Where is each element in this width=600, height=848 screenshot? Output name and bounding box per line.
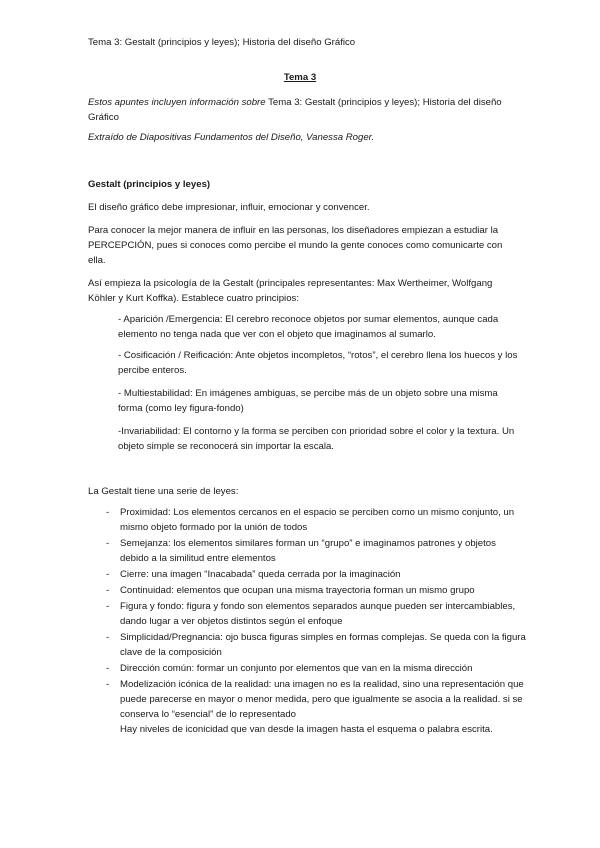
principle-emergencia: - Aparición /Emergencia: El cerebro reconoce objetos por sumar elementos, aunque cada elemento no tenga nada que ver con el objeto que imaginamos al sumarlo.: [118, 314, 499, 340]
list-item: [106, 505, 526, 535]
paragraph-1: El diseño gráfico debe impresionar, influir, emocionar y convencer.: [88, 202, 370, 213]
list-item: [106, 677, 526, 737]
bullet-dash: -: [106, 679, 110, 690]
page-header: Tema 3: Gestalt (principios y leyes); Historia del diseño Gráfico: [88, 37, 356, 48]
list-item: [106, 583, 526, 598]
law-text: Proximidad: Los elementos cercanos en el espacio se perciben como un mismo conjunto, un mismo objeto formado por la unión de todos: [120, 507, 515, 533]
list-item: [106, 661, 526, 676]
laws-list: [106, 505, 526, 738]
paragraph-3: Así empieza la psicología de la Gestalt (principales representantes: Max Wertheimer, Wolfgang Köhler y Kurt Koffka). Establece cuatro principios:: [88, 278, 493, 304]
principle-reificacion: - Cosificación / Reificación: Ante objetos incompletos, “rotos”, el cerebro llena los huecos y los percibe enteros.: [118, 350, 518, 376]
laws-intro: La Gestalt tiene una serie de leyes:: [88, 486, 239, 497]
law-text: Modelización icónica de la realidad: una imagen no es la realidad, sino una representación que puede parecerse en mayor o menor medida, pero que igualmente se asocia a la realidad. si se conserva lo “esencial” de lo representado: [120, 679, 524, 720]
principle-invariabilidad: -Invariabilidad: El contorno y la forma se perciben con prioridad sobre el color y la textura. Un objeto simple se reconocerá sin importar la escala.: [118, 426, 515, 452]
law-text: Semejanza: los elementos similares forman un “grupo” e imaginamos patrones y objetos debido a la similitud entre elementos: [120, 538, 496, 564]
law-text: Dirección común: formar un conjunto por elementos que van en la misma dirección: [120, 663, 473, 674]
bullet-dash: -: [106, 569, 110, 580]
law-text: Cierre: una imagen “Inacabada” queda cerrada por la imaginación: [120, 569, 401, 580]
list-item: [106, 599, 526, 629]
principle-multiestabilidad: - Multiestabilidad: En imágenes ambiguas, se percibe más de un objeto sobre una misma forma (como ley figura-fondo): [118, 388, 498, 414]
bullet-dash: -: [106, 663, 110, 674]
law-extra-text: Hay niveles de iconicidad que van desde la imagen hasta el esquema o palabra escrita.: [120, 724, 493, 735]
intro-normal: Tema 3: Gestalt (principios y leyes); Historia del diseño Gráfico: [88, 97, 502, 123]
law-text: Simplicidad/Pregnancia: ojo busca figuras simples en formas complejas. Se queda con la figura clave de la composición: [120, 632, 526, 658]
list-item: [106, 567, 526, 582]
list-item: [106, 536, 526, 566]
bullet-dash: -: [106, 632, 110, 643]
bullet-dash: -: [106, 538, 110, 549]
document-title: Tema 3: [283, 72, 317, 83]
list-item: [106, 630, 526, 660]
section-heading: Gestalt (principios y leyes): [88, 179, 211, 190]
law-text: Figura y fondo: figura y fondo son elementos separados aunque pueden ser intercambiables, dando lugar a ver objetos distintos según el enfoque: [120, 601, 516, 627]
bullet-dash: -: [106, 507, 110, 518]
intro-paragraph: [88, 95, 516, 125]
law-text: Continuidad: elementos que ocupan una misma trayectoria forman un mismo grupo: [120, 585, 475, 596]
bullet-dash: -: [106, 601, 110, 612]
source-note: Extraído de Diapositivas Fundamentos del Diseño, Vanessa Roger.: [88, 132, 375, 143]
bullet-dash: -: [106, 585, 110, 596]
paragraph-2: Para conocer la mejor manera de influir en las personas, los diseñadores empiezan a estudiar la PERCEPCIÓN, pues si conoces como percibe el mundo la gente conoces como comunicarte con ella.: [88, 225, 503, 266]
intro-italic: Estos apuntes incluyen información sobre: [88, 97, 266, 108]
